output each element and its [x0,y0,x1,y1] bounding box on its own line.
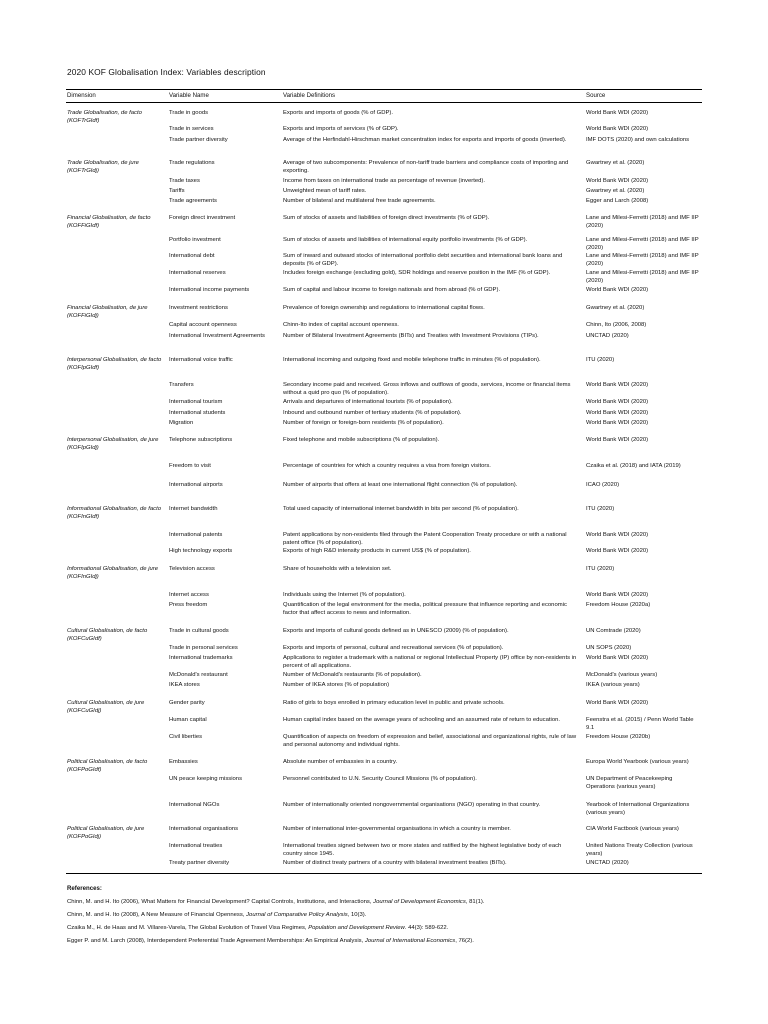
row-variable: International income payments [169,287,250,293]
row-dimension: Interpersonal Globalisation, de jure (KOFIpGIdj) [67,437,159,451]
row-dimension: Financial Globalisation, de jure (KOFFiGIdj) [67,305,148,319]
row-variable: International voice traffic [169,357,233,363]
row-variable: International reserves [169,270,226,276]
row-source: UN Department of Peacekeeping Operations (various years) [586,776,673,790]
row-definition: Chinn-Ito index of capital account openness. [283,322,399,328]
row-variable: High technology exports [169,548,233,554]
row-source: World Bank WDI (2020) [586,399,649,405]
row-definition: Number of distinct treaty partners of a country with bilateral investment treaties (BITs). [283,860,507,866]
row-variable: International students [169,410,226,416]
row-source: United Nations Treaty Collection (various years) [586,843,693,857]
row-source: Lane and Milesi-Ferretti (2018) and IMF IIP (2020) [586,253,699,267]
row-source: McDonald's (various years) [586,672,658,678]
row-source: ITU (2020) [586,506,615,512]
row-variable: Telephone subscriptions [169,437,233,443]
row-variable: Portfolio investment [169,237,221,243]
row-variable: Civil liberties [169,734,203,740]
reference-journal: Population and Development Review [308,925,405,931]
reference-journal: Journal of International Economics [364,938,456,944]
row-source: IMF DOTS (2020) and own calculations [586,137,690,143]
row-definition: International treaties signed between two or more states and ratified by the highest legislative body of each country since 1945. [283,843,562,857]
row-definition: Human capital index based on the average years of schooling and an assumed rate of return to education. [283,717,561,723]
row-source: UN SOPS (2020) [586,645,632,651]
row-variable: UN peace keeping missions [169,776,243,782]
row-source: World Bank WDI (2020) [586,126,649,132]
row-variable: International treaties [169,843,223,849]
row-definition: Absolute number of embassies in a country. [283,759,398,765]
header-source: Source [586,92,606,99]
row-dimension: Political Globalisation, de jure (KOFPoGIdj) [67,826,145,840]
row-dimension: Political Globalisation, de facto (KOFPoGIdf) [67,759,148,773]
reference-text: Chinn, M. and H. Ito (2006), What Matters for Financial Development? Capital Controls, Institutions, and Interactions, [67,899,374,905]
reference-details: . 44(3): 589-622. [404,925,449,931]
header-dimension: Dimension [67,92,96,99]
row-source: IKEA (various years) [586,682,640,688]
row-definition: Arrivals and departures of international tourists (% of population). [283,399,453,405]
row-variable: Embassies [169,759,198,765]
row-definition: Percentage of countries for which a country requires a visa from foreign visitors. [283,463,491,469]
row-variable: Foreign direct investment [169,215,236,221]
row-definition: Exports and imports of cultural goods defined as in UNESCO (2009) (% of population). [283,628,509,634]
row-variable: Investment restrictions [169,305,228,311]
row-definition: Number of airports that offers at least one international flight connection (% of population). [283,482,518,488]
row-source: Gwartney et al. (2020) [586,160,645,166]
reference-item [67,925,707,933]
row-source: Freedom House (2020a) [586,602,651,608]
row-definition: Exports of high R&D intensity products in current US$ (% of population). [283,548,471,554]
reference-text: Czaika M., H. de Haas and M. Villares-Varela, The Global Evolution of Travel Visa Regimes, [67,925,309,931]
row-variable: International debt [169,253,215,259]
row-definition: Quantification of aspects on freedom of expression and belief, associational and organizational rights, rule of law and personal autonomy and individual rights. [283,734,577,748]
row-source: UN Comtrade (2020) [586,628,641,634]
row-definition: Number of international inter-governmental organisations in which a country is member. [283,826,511,832]
row-definition: Includes foreign exchange (excluding gold), SDR holdings and reserve position in the IMF (% of GDP). [283,270,551,276]
document-title: 2020 KOF Globalisation Index: Variables description [67,67,266,77]
reference-details: , 10(3). [347,912,367,918]
row-variable: Treaty partner diversity [169,860,230,866]
reference-text: Egger P. and M. Larch (2008), Interdependent Preferential Trade Agreement Memberships: An Empirical Analysis, [67,938,365,944]
row-variable: Tariffs [169,188,185,194]
row-definition: Sum of stocks of assets and liabilities of international equity portfolio investments (% of GDP). [283,237,528,243]
row-dimension: Trade Globalisation, de jure (KOFTrGIdj) [67,160,139,174]
reference-item [67,899,707,907]
row-variable: International Investment Agreements [169,333,265,339]
reference-details: , 76(2). [455,938,474,944]
header-variable: Variable Name [169,92,209,99]
row-dimension: Informational Globalisation, de facto (KOFInGIdf) [67,506,161,520]
reference-journal: Journal of Comparative Policy Analysis [246,912,348,918]
row-dimension: Cultural Globalisation, de facto (KOFCuGIdf) [67,628,148,642]
row-variable: Trade regulations [169,160,215,166]
row-source: Lane and Milesi-Ferretti (2018) and IMF IIP (2020) [586,237,699,251]
row-definition: Individuals using the Internet (% of population). [283,592,406,598]
row-source: ICAO (2020) [586,482,620,488]
row-source: CIA World Factbook (various years) [586,826,679,832]
row-variable: Transfers [169,382,194,388]
row-variable: Trade agreements [169,198,217,204]
row-definition: Prevalence of foreign ownership and regulations to international capital flows. [283,305,485,311]
row-variable: Internet bandwidth [169,506,218,512]
row-source: UNCTAD (2020) [586,860,629,866]
row-dimension: Cultural Globalisation, de jure (KOFCuGIdj) [67,700,145,714]
row-definition: Sum of inward and outward stocks of international portfolio debt securities and international bank loans and deposits (% of GDP). [283,253,563,267]
row-definition: Secondary income paid and received. Gross inflows and outflows of goods, services, income or financial items without a quid pro quo (% of population). [283,382,571,396]
row-variable: Trade in cultural goods [169,628,229,634]
row-source: Egger and Larch (2008) [586,198,649,204]
references-heading: References: [67,885,102,892]
row-definition: Inbound and outbound number of tertiary students (% of population). [283,410,462,416]
row-source: World Bank WDI (2020) [586,437,649,443]
row-definition: Number of Bilateral Investment Agreements (BITs) and Treaties with Investment Provisions (TIPs). [283,333,539,339]
row-source: World Bank WDI (2020) [586,178,649,184]
row-variable: Human capital [169,717,207,723]
row-variable: Trade in goods [169,110,209,116]
row-source: Yearbook of International Organizations (various years) [586,802,690,816]
row-variable: Internet access [169,592,209,598]
row-definition: Exports and imports of services (% of GDP). [283,126,399,132]
row-source: ITU (2020) [586,357,615,363]
reference-journal: Journal of Development Economics [373,899,466,905]
row-source: Europa World Yearbook (various years) [586,759,689,765]
row-variable: Capital account openness [169,322,237,328]
row-definition: Share of households with a television set. [283,566,392,572]
row-definition: Applications to register a trademark with a national or regional Intellectual Property (IP) office by non-residents in percent of all applications. [283,655,577,669]
row-source: Gwartney et al. (2020) [586,305,645,311]
reference-details: , 81(1). [465,899,485,905]
row-variable: International tourism [169,399,223,405]
row-definition: Number of IKEA stores (% of population) [283,682,390,688]
row-definition: Exports and imports of personal, cultural and recreational services (% of population). [283,645,504,651]
row-variable: Press freedom [169,602,208,608]
row-variable: International airports [169,482,223,488]
header-definition: Variable Definitions [283,92,336,99]
row-dimension: Financial Globalisation, de facto (KOFFiGIdf) [67,215,151,229]
row-source: World Bank WDI (2020) [586,700,649,706]
row-source: World Bank WDI (2020) [586,287,649,293]
row-source: World Bank WDI (2020) [586,548,649,554]
row-definition: Unweighted mean of tariff rates. [283,188,367,194]
row-definition: Ratio of girls to boys enrolled in primary education level in public and private schools. [283,700,505,706]
row-variable: International trademarks [169,655,233,661]
row-source: ITU (2020) [586,566,615,572]
row-source: World Bank WDI (2020) [586,110,649,116]
row-definition: Sum of stocks of assets and liabilities of foreign direct investments (% of GDP). [283,215,490,221]
row-source: Czaika et al. (2018) and IATA (2019) [586,463,681,469]
row-variable: International patents [169,532,223,538]
row-variable: Trade in services [169,126,214,132]
row-definition: Number of foreign or foreign-born residents (% of population). [283,420,444,426]
row-source: Gwartney et al. (2020) [586,188,645,194]
row-source: World Bank WDI (2020) [586,532,649,538]
row-variable: International NGOs [169,802,220,808]
row-variable: Trade in personal services [169,645,238,651]
row-definition: Exports and imports of goods (% of GDP). [283,110,394,116]
row-source: World Bank WDI (2020) [586,592,649,598]
row-variable: Migration [169,420,194,426]
row-definition: Income from taxes on international trade as percentage of revenue (inverted). [283,178,486,184]
reference-text: Chinn, M. and H. Ito (2008), A New Measure of Financial Openness, [67,912,247,918]
row-definition: Number of bilateral and multilateral free trade agreements. [283,198,436,204]
row-source: World Bank WDI (2020) [586,655,649,661]
row-variable: Trade partner diversity [169,137,228,143]
row-variable: Television access [169,566,215,572]
reference-item [67,938,707,946]
row-definition: Total used capacity of international internet bandwidth in bits per second (% of population). [283,506,519,512]
row-variable: McDonald's restaurant [169,672,228,678]
row-source: Lane and Milesi-Ferretti (2018) and IMF IIP (2020) [586,270,699,284]
row-definition: Quantification of the legal environment for the media, political pressure that influence reporting and economic factor that affect access to news and information. [283,602,567,616]
row-definition: Fixed telephone and mobile subscriptions (% of population). [283,437,440,443]
row-variable: Trade taxes [169,178,200,184]
row-dimension: Trade Globalisation, de facto (KOFTrGIdf) [67,110,142,124]
row-source: Lane and Milesi-Ferretti (2018) and IMF IIP (2020) [586,215,699,229]
row-source: World Bank WDI (2020) [586,382,649,388]
row-variable: Freedom to visit [169,463,211,469]
row-definition: Personnel contributed to U.N. Security Council Missions (% of population). [283,776,477,782]
row-definition: Patent applications by non-residents filed through the Patent Cooperation Treaty procedure or with a national patent office (% of population). [283,532,567,546]
row-source: World Bank WDI (2020) [586,410,649,416]
row-variable: IKEA stores [169,682,200,688]
row-definition: Average of two subcomponents: Prevalence of non-tariff trade barriers and compliance costs of importing and exporting. [283,160,569,174]
row-definition: International incoming and outgoing fixed and mobile telephone traffic in minutes (% of population). [283,357,541,363]
row-source: World Bank WDI (2020) [586,420,649,426]
row-dimension: Interpersonal Globalisation, de facto (KOFIpGIdf) [67,357,162,371]
row-source: UNCTAD (2020) [586,333,629,339]
row-variable: International organisations [169,826,239,832]
row-source: Feenstra et al. (2015) / Penn World Table 9.1 [586,717,694,731]
reference-item [67,912,707,920]
row-definition: Number of McDonald's restaurants (% of population). [283,672,422,678]
row-variable: Gender parity [169,700,205,706]
row-source: Freedom House (2020b) [586,734,651,740]
row-definition: Average of the Herfindahl-Hirschman market concentration index for exports and imports of goods (inverted). [283,137,567,143]
row-definition: Sum of capital and labour income to foreign nationals and from abroad (% of GDP). [283,287,501,293]
row-definition: Number of internationally oriented nongovernmental organisations (NGO) operating in that country. [283,802,541,808]
row-source: Chinn, Ito (2006, 2008) [586,322,647,328]
row-dimension: Informational Globalisation, de jure (KOFInGIdj) [67,566,159,580]
